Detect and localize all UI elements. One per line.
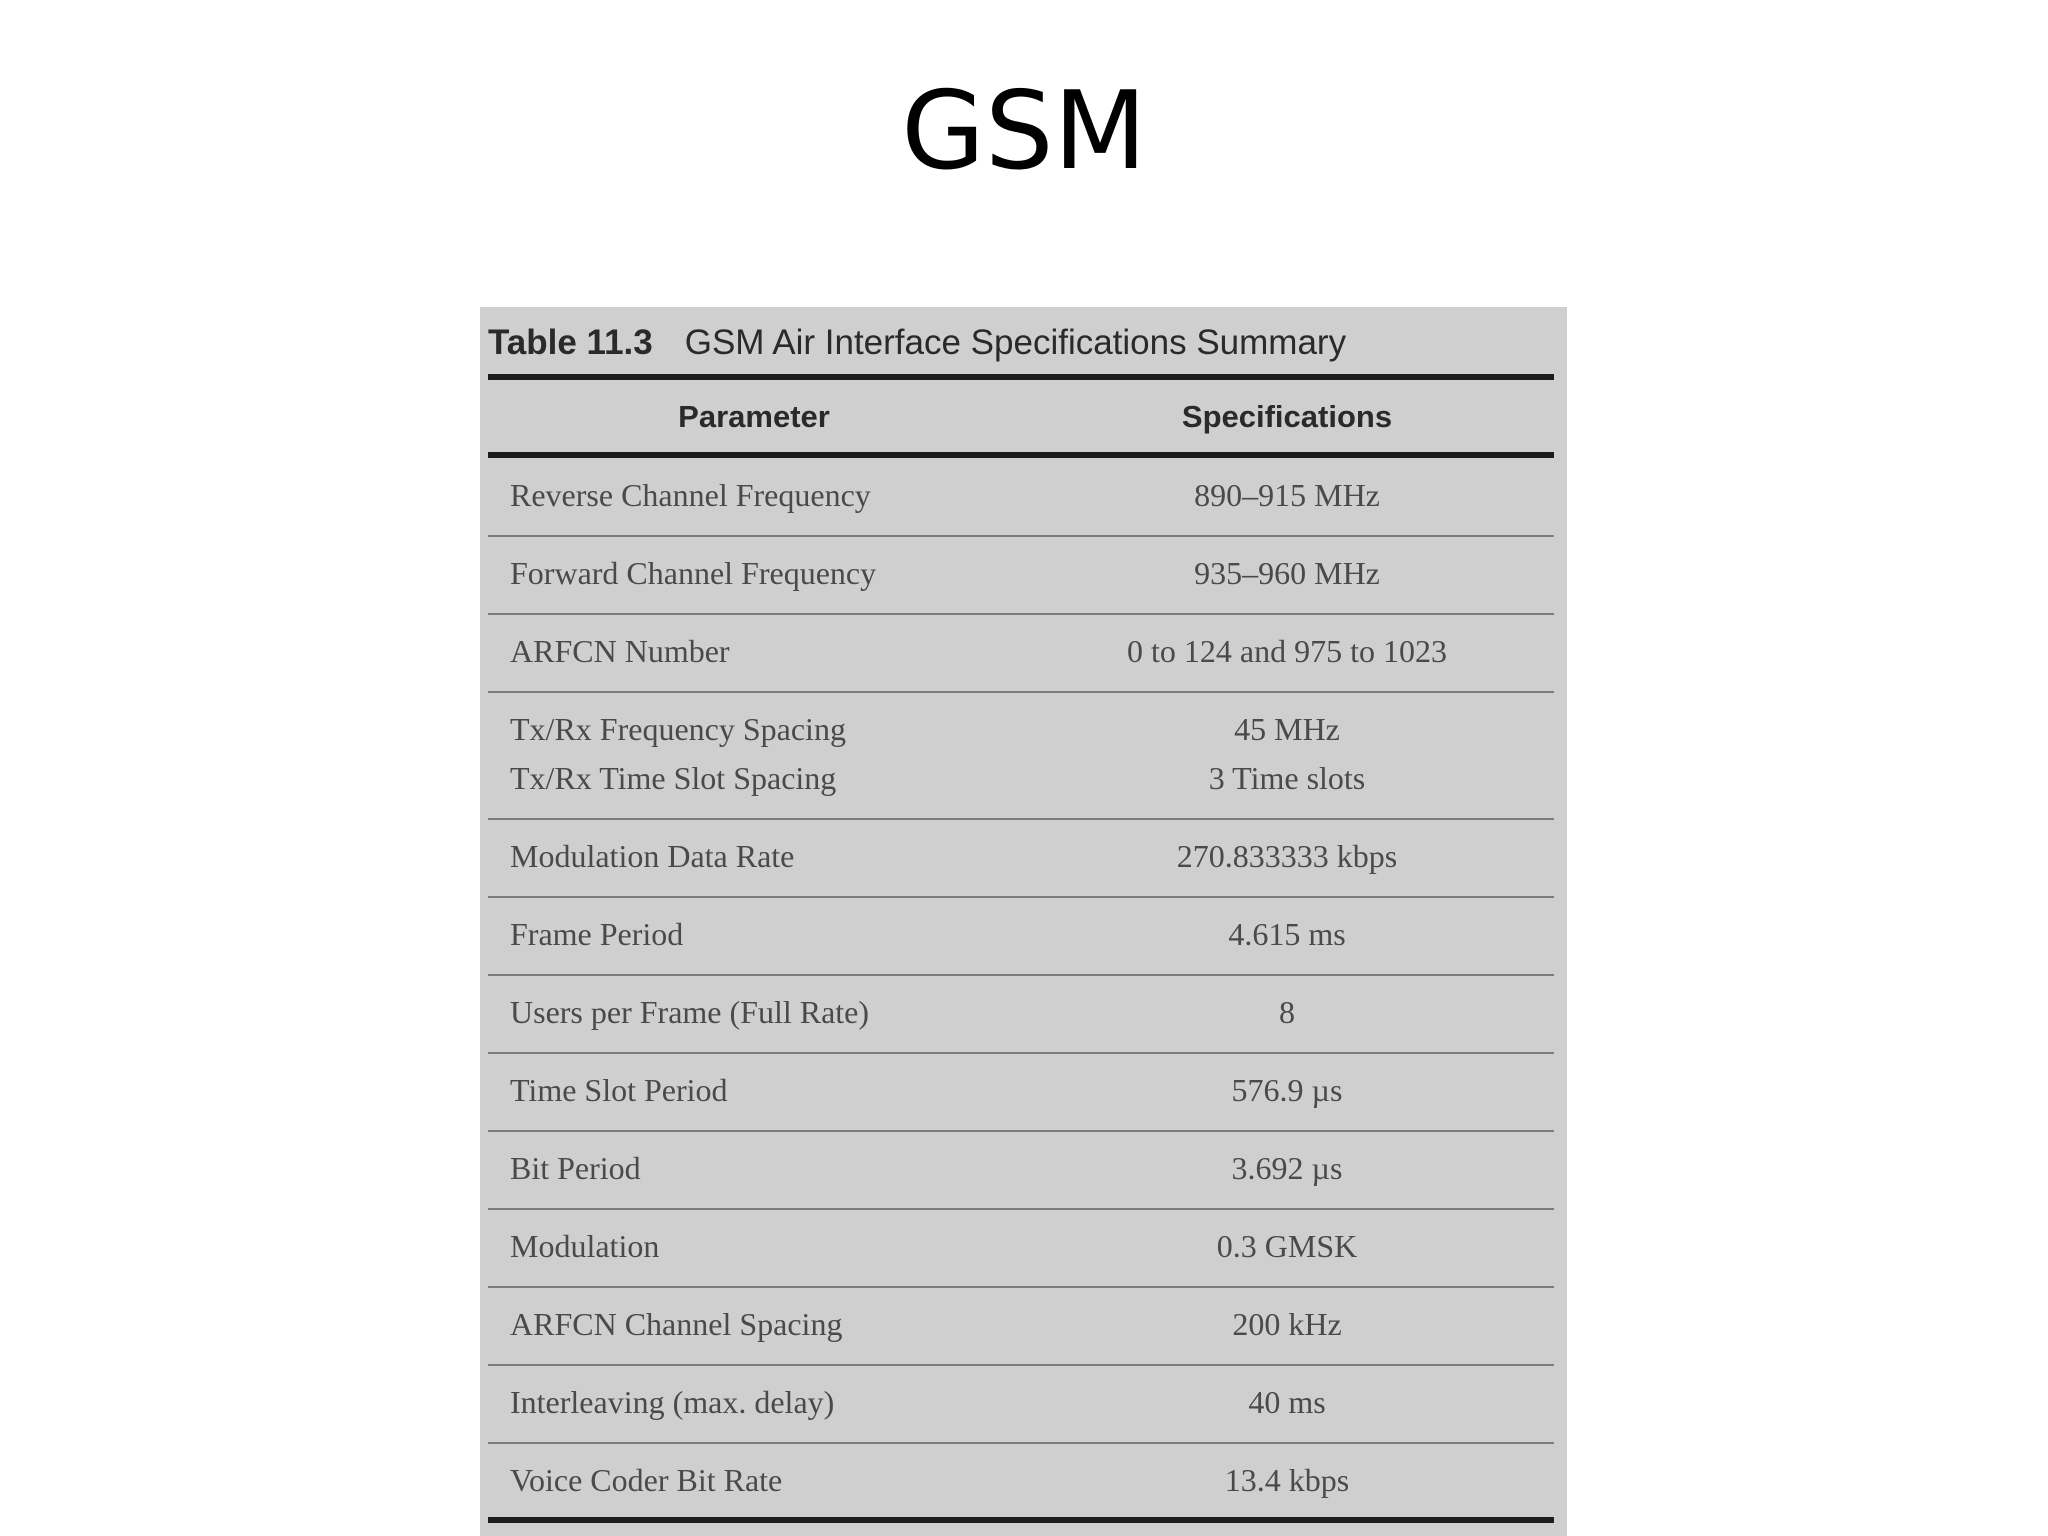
parameter-cell bbox=[510, 627, 1010, 676]
specification-cell bbox=[1020, 627, 1554, 676]
parameter-cell bbox=[510, 832, 1010, 881]
table-row bbox=[488, 1365, 1554, 1443]
specification-text: 8 bbox=[1279, 994, 1295, 1030]
specification-text: 576.9 µs bbox=[1231, 1072, 1343, 1108]
parameter-cell bbox=[510, 1456, 1010, 1505]
parameter-text: Reverse Channel Frequency bbox=[510, 477, 871, 513]
specification-text: 4.615 ms bbox=[1228, 916, 1346, 952]
specification-cell bbox=[1020, 1144, 1554, 1193]
table-caption bbox=[488, 313, 1346, 373]
table-row bbox=[488, 819, 1554, 897]
specification-text: 0.3 GMSK bbox=[1216, 1228, 1358, 1264]
specification-text: 13.4 kbps bbox=[1224, 1462, 1350, 1498]
table-row bbox=[488, 1287, 1554, 1365]
table-row bbox=[488, 1131, 1554, 1209]
specification-text: 40 ms bbox=[1248, 1384, 1326, 1420]
parameter-text: Voice Coder Bit Rate bbox=[510, 1462, 783, 1498]
specification-cell bbox=[1020, 1066, 1554, 1115]
specification-cell bbox=[1020, 1456, 1554, 1505]
parameter-text: Time Slot Period bbox=[510, 1072, 728, 1108]
parameter-text: Users per Frame (Full Rate) bbox=[510, 994, 870, 1030]
specification-text: 935–960 MHz bbox=[1194, 555, 1380, 591]
parameter-text: Tx/Rx Time Slot Spacing bbox=[510, 760, 837, 796]
parameter-cell bbox=[510, 1300, 1010, 1349]
specification-text: 3 Time slots bbox=[1208, 760, 1366, 796]
table-number: Table 11.3 bbox=[488, 323, 653, 362]
parameter-text: Interleaving (max. delay) bbox=[510, 1384, 835, 1420]
specification-text: 0 to 124 and 975 to 1023 bbox=[1127, 633, 1447, 669]
table-row bbox=[488, 536, 1554, 614]
parameter-text: Forward Channel Frequency bbox=[510, 555, 877, 591]
specification-cell bbox=[1020, 471, 1554, 520]
table-row bbox=[488, 614, 1554, 692]
specification-cell bbox=[1020, 1378, 1554, 1427]
table-row bbox=[488, 1443, 1554, 1521]
parameter-cell bbox=[510, 705, 1010, 803]
parameter-text: Modulation bbox=[510, 1228, 660, 1264]
specification-text: 890–915 MHz bbox=[1194, 477, 1380, 513]
table-caption-text: GSM Air Interface Specifications Summary bbox=[684, 323, 1347, 362]
parameter-text: Tx/Rx Frequency Spacing bbox=[510, 711, 846, 747]
specification-cell bbox=[1020, 1222, 1554, 1271]
specifications-table bbox=[480, 307, 1567, 1536]
table-bottom-rule bbox=[488, 1517, 1554, 1523]
table-row bbox=[488, 1209, 1554, 1287]
specification-text: 270.833333 kbps bbox=[1176, 838, 1398, 874]
parameter-text: Bit Period bbox=[510, 1150, 641, 1186]
specification-cell bbox=[1020, 910, 1554, 959]
table-row bbox=[488, 897, 1554, 975]
table-row bbox=[488, 1053, 1554, 1131]
specification-text: 3.692 µs bbox=[1231, 1150, 1343, 1186]
column-header-specifications: Specifications bbox=[1181, 399, 1393, 434]
parameter-text: ARFCN Channel Spacing bbox=[510, 1306, 843, 1342]
parameter-cell bbox=[510, 1144, 1010, 1193]
table-row bbox=[488, 975, 1554, 1053]
parameter-cell bbox=[510, 988, 1010, 1037]
parameter-cell bbox=[510, 910, 1010, 959]
parameter-text: ARFCN Number bbox=[510, 633, 730, 669]
specification-cell bbox=[1020, 832, 1554, 881]
parameter-cell bbox=[510, 1378, 1010, 1427]
specification-text: 45 MHz bbox=[1234, 711, 1340, 747]
slide-title: GSM bbox=[901, 69, 1147, 194]
parameter-cell bbox=[510, 549, 1010, 598]
specification-cell bbox=[1020, 988, 1554, 1037]
specification-cell bbox=[1020, 549, 1554, 598]
table-header-row bbox=[488, 379, 1554, 455]
specification-cell bbox=[1020, 705, 1554, 803]
specification-cell bbox=[1020, 1300, 1554, 1349]
parameter-cell bbox=[510, 471, 1010, 520]
parameter-cell bbox=[510, 1222, 1010, 1271]
parameter-cell bbox=[510, 1066, 1010, 1115]
parameter-text: Modulation Data Rate bbox=[510, 838, 795, 874]
column-header-parameter: Parameter bbox=[678, 399, 830, 434]
specification-text: 200 kHz bbox=[1232, 1306, 1342, 1342]
table-row bbox=[488, 692, 1554, 819]
parameter-text: Frame Period bbox=[510, 916, 684, 952]
table-row bbox=[488, 458, 1554, 536]
